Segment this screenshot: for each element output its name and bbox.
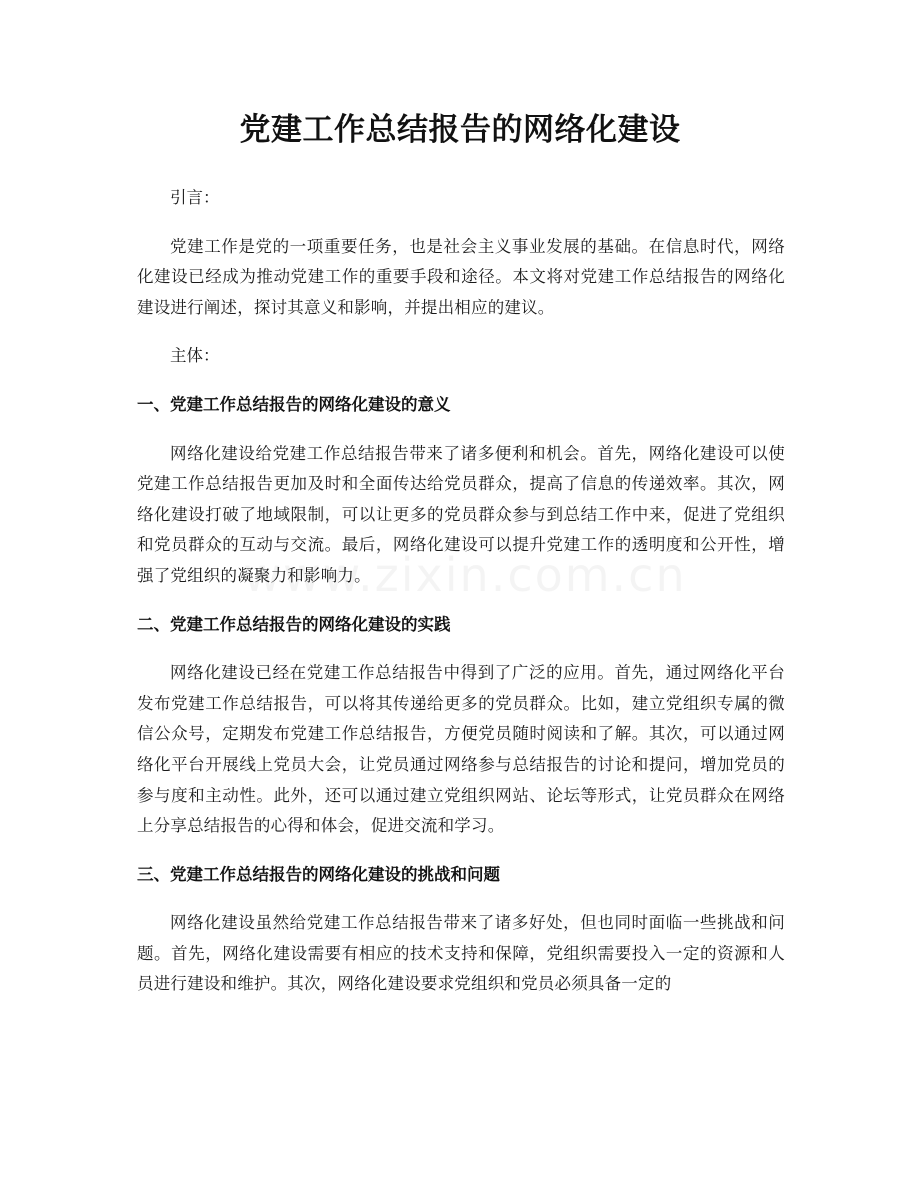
section-2-heading: 二、党建工作总结报告的网络化建设的实践 bbox=[137, 614, 451, 634]
document-body bbox=[137, 183, 785, 1000]
intro-label: 引言： bbox=[170, 188, 220, 207]
section-3-heading: 三、党建工作总结报告的网络化建设的挑战和问题 bbox=[137, 864, 500, 884]
section-1-heading: 一、党建工作总结报告的网络化建设的意义 bbox=[137, 394, 451, 414]
intro-paragraph: 党建工作是党的一项重要任务，也是社会主义事业发展的基础。在信息时代，网络化建设已经成为推动党建工作的重要手段和途径。本文将对党建工作总结报告的网络化建设进行阐述，探讨其意义和影响，并提出相应的建议。 bbox=[137, 236, 785, 317]
section-2-paragraph: 网络化建设已经在党建工作总结报告中得到了广泛的应用。首先，通过网络化平台发布党建工作总结报告，可以将其传递给更多的党员群众。比如，建立党组织专属的微信公众号，定期发布党建工作总结报告，方便党员随时阅读和了解。其次，可以通过网络化平台开展线上党员大会，让党员通过网络参与总结报告的讨论和提问，增加党员的参与度和主动性。此外，还可以通过建立党组织网站、论坛等形式，让党员群众在网络上分享总结报告的心得和体会，促进交流和学习。 bbox=[137, 663, 785, 836]
section-3-paragraph: 网络化建设虽然给党建工作总结报告带来了诸多好处，但也同时面临一些挑战和问题。首先，网络化建设需要有相应的技术支持和保障，党组织需要投入一定的资源和人员进行建设和维护。其次，网络化建设要求党组织和党员必须具备一定的 bbox=[137, 913, 785, 994]
section-1-paragraph: 网络化建设给党建工作总结报告带来了诸多便利和机会。首先，网络化建设可以使党建工作总结报告更加及时和全面传达给党员群众，提高了信息的传递效率。其次，网络化建设打破了地域限制，可以让更多的党员群众参与到总结工作中来，促进了党组织和党员群众的互动与交流。最后，网络化建设可以提升党建工作的透明度和公开性，增强了党组织的凝聚力和影响力。 bbox=[137, 443, 785, 585]
page-title: 党建工作总结报告的网络化建设 bbox=[239, 112, 681, 148]
body-label: 主体： bbox=[170, 346, 220, 366]
